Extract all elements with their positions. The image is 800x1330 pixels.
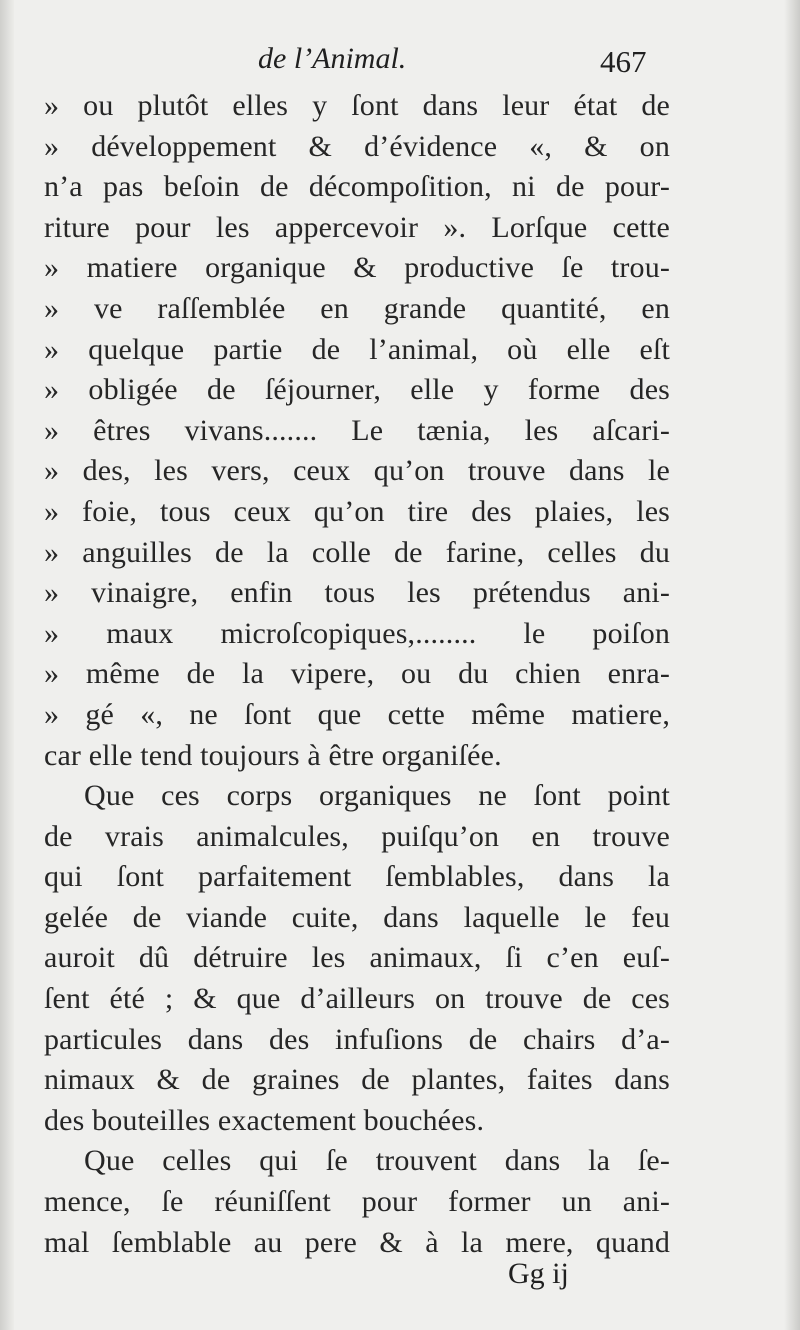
text-line: » ou plutôt elles y ſont dans leur état de — [44, 89, 670, 122]
text-line: de vrais animalcules, puiſqu’on en trouve — [44, 819, 670, 853]
paragraph-start-line: Que celles qui ſe trouvent dans la ſe- — [84, 1144, 670, 1178]
text-line: riture pour les appercevoir ». Lorſque cette — [44, 210, 670, 244]
page-left-shadow — [0, 0, 14, 1330]
text-line: qui ſont parfaitement ſemblables, dans la — [44, 860, 670, 894]
text-line: mence, ſe réuniſſent pour former un ani- — [44, 1185, 670, 1219]
page-number: 467 — [600, 44, 647, 79]
text-line: auroit dû détruire les animaux, ſi c’en euſ- — [44, 941, 670, 975]
text-line: des bouteilles exactement bouchées. — [44, 1103, 485, 1137]
running-title: de l’Animal. — [258, 42, 407, 75]
text-line: » des, les vers, ceux qu’on trouve dans le — [44, 454, 670, 488]
text-line: » anguilles de la colle de farine, celles du — [44, 535, 670, 569]
text-line: » vinaigre, enfin tous les prétendus ani- — [44, 576, 670, 610]
paragraph-start-line: Que ces corps organiques ne ſont point — [84, 779, 670, 813]
text-line: » maux microſcopiques,........ le poiſon — [44, 616, 670, 650]
text-line: » quelque partie de l’animal, où elle eſt — [44, 332, 670, 366]
text-line: » ve raſſemblée en grande quantité, en — [44, 291, 670, 325]
body-text — [44, 86, 670, 1263]
text-line: n’a pas beſoin de décompoſition, ni de pour- — [44, 170, 670, 204]
text-line: » matiere organique & productive ſe trou- — [44, 251, 670, 285]
text-line: » foie, tous ceux qu’on tire des plaies, les — [44, 494, 670, 528]
text-line: ſent été ; & que d’ailleurs on trouve de ces — [44, 982, 670, 1016]
text-line: » gé «, ne ſont que cette même matiere, — [44, 697, 670, 731]
signature-mark: Gg ij — [508, 1257, 569, 1290]
text-line: car elle tend toujours à être organiſée. — [44, 738, 502, 772]
text-line: particules dans des infuſions de chairs d’a- — [44, 1022, 670, 1056]
text-line: » développement & d’évidence «, & on — [44, 129, 670, 163]
text-line: » même de la vipere, ou du chien enra- — [44, 657, 670, 691]
text-line: nimaux & de graines de plantes, faites dans — [44, 1063, 670, 1097]
text-line: » êtres vivans....... Le tænia, les aſcari- — [44, 413, 670, 447]
text-line: mal ſemblable au pere & à la mere, quand — [44, 1225, 670, 1259]
page-right-shadow — [784, 0, 800, 1330]
text-line: » obligée de ſéjourner, elle y forme des — [44, 373, 670, 407]
text-line: gelée de viande cuite, dans laquelle le feu — [44, 900, 670, 934]
